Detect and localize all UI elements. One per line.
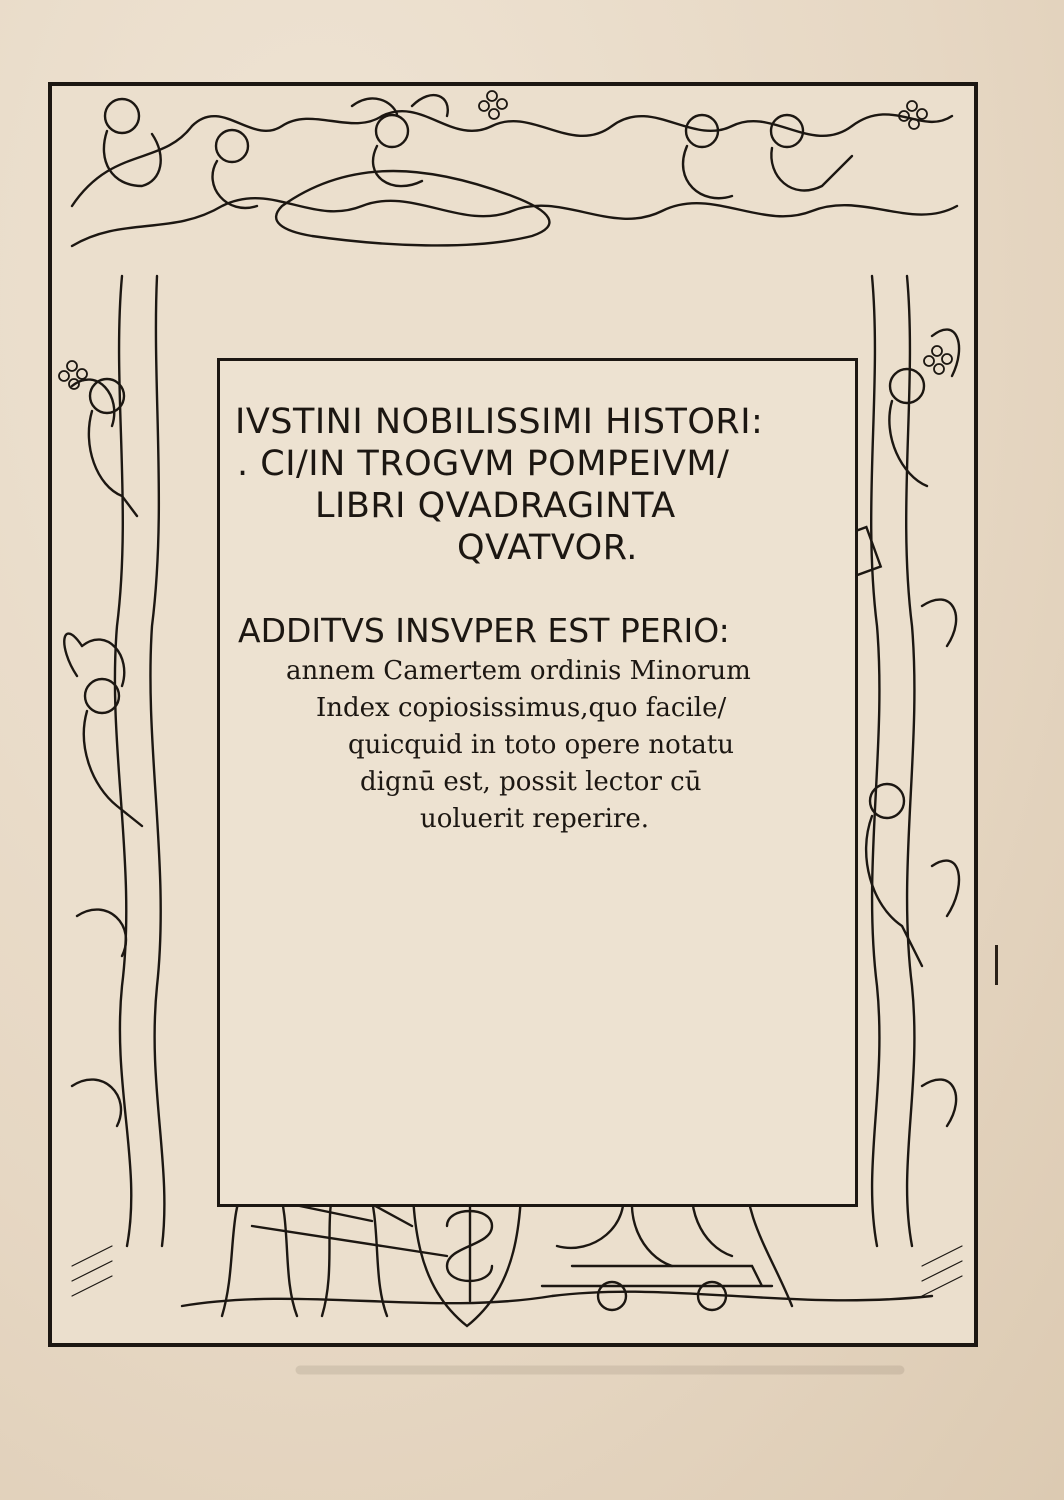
right-tree-trunk — [871, 276, 879, 1246]
margin-mark — [995, 945, 998, 985]
left-tree-trunk — [115, 276, 131, 1246]
description-line-1: annem Camertem ordinis Minorum — [286, 656, 751, 686]
title-line-4: QVATVOR. — [457, 528, 638, 568]
cherub-head-3 — [376, 115, 408, 147]
climber-head-right-1 — [890, 369, 924, 403]
description-text — [220, 653, 861, 838]
title-line-2: . CI/IN TROGVM POMPEIVM/ — [237, 444, 730, 484]
top-foliage-scroll — [72, 111, 952, 206]
description-line-4: dignū est, possit lector cū — [360, 767, 702, 797]
cart — [542, 1266, 772, 1286]
main-title — [235, 401, 835, 569]
cherub-head-1 — [105, 99, 139, 133]
description-line-3: quicquid in toto opere notatu — [348, 730, 734, 760]
woodcut-border — [48, 82, 978, 1347]
title-line-1: IVSTINI NOBILISSIMI HISTORI: — [235, 402, 764, 442]
title-line-3: LIBRI QVADRAGINTA — [315, 486, 676, 526]
cherub-head-2 — [216, 130, 248, 162]
description-line-5: uoluerit reperire. — [420, 804, 649, 834]
boar-figure — [276, 171, 549, 245]
description-line-2: Index copiosissimus,quo facile/ — [316, 693, 727, 723]
title-panel — [217, 358, 858, 1207]
additus-heading: ADDITVS INSVPER EST PERIO: — [238, 611, 730, 650]
ground-line — [182, 1292, 932, 1306]
